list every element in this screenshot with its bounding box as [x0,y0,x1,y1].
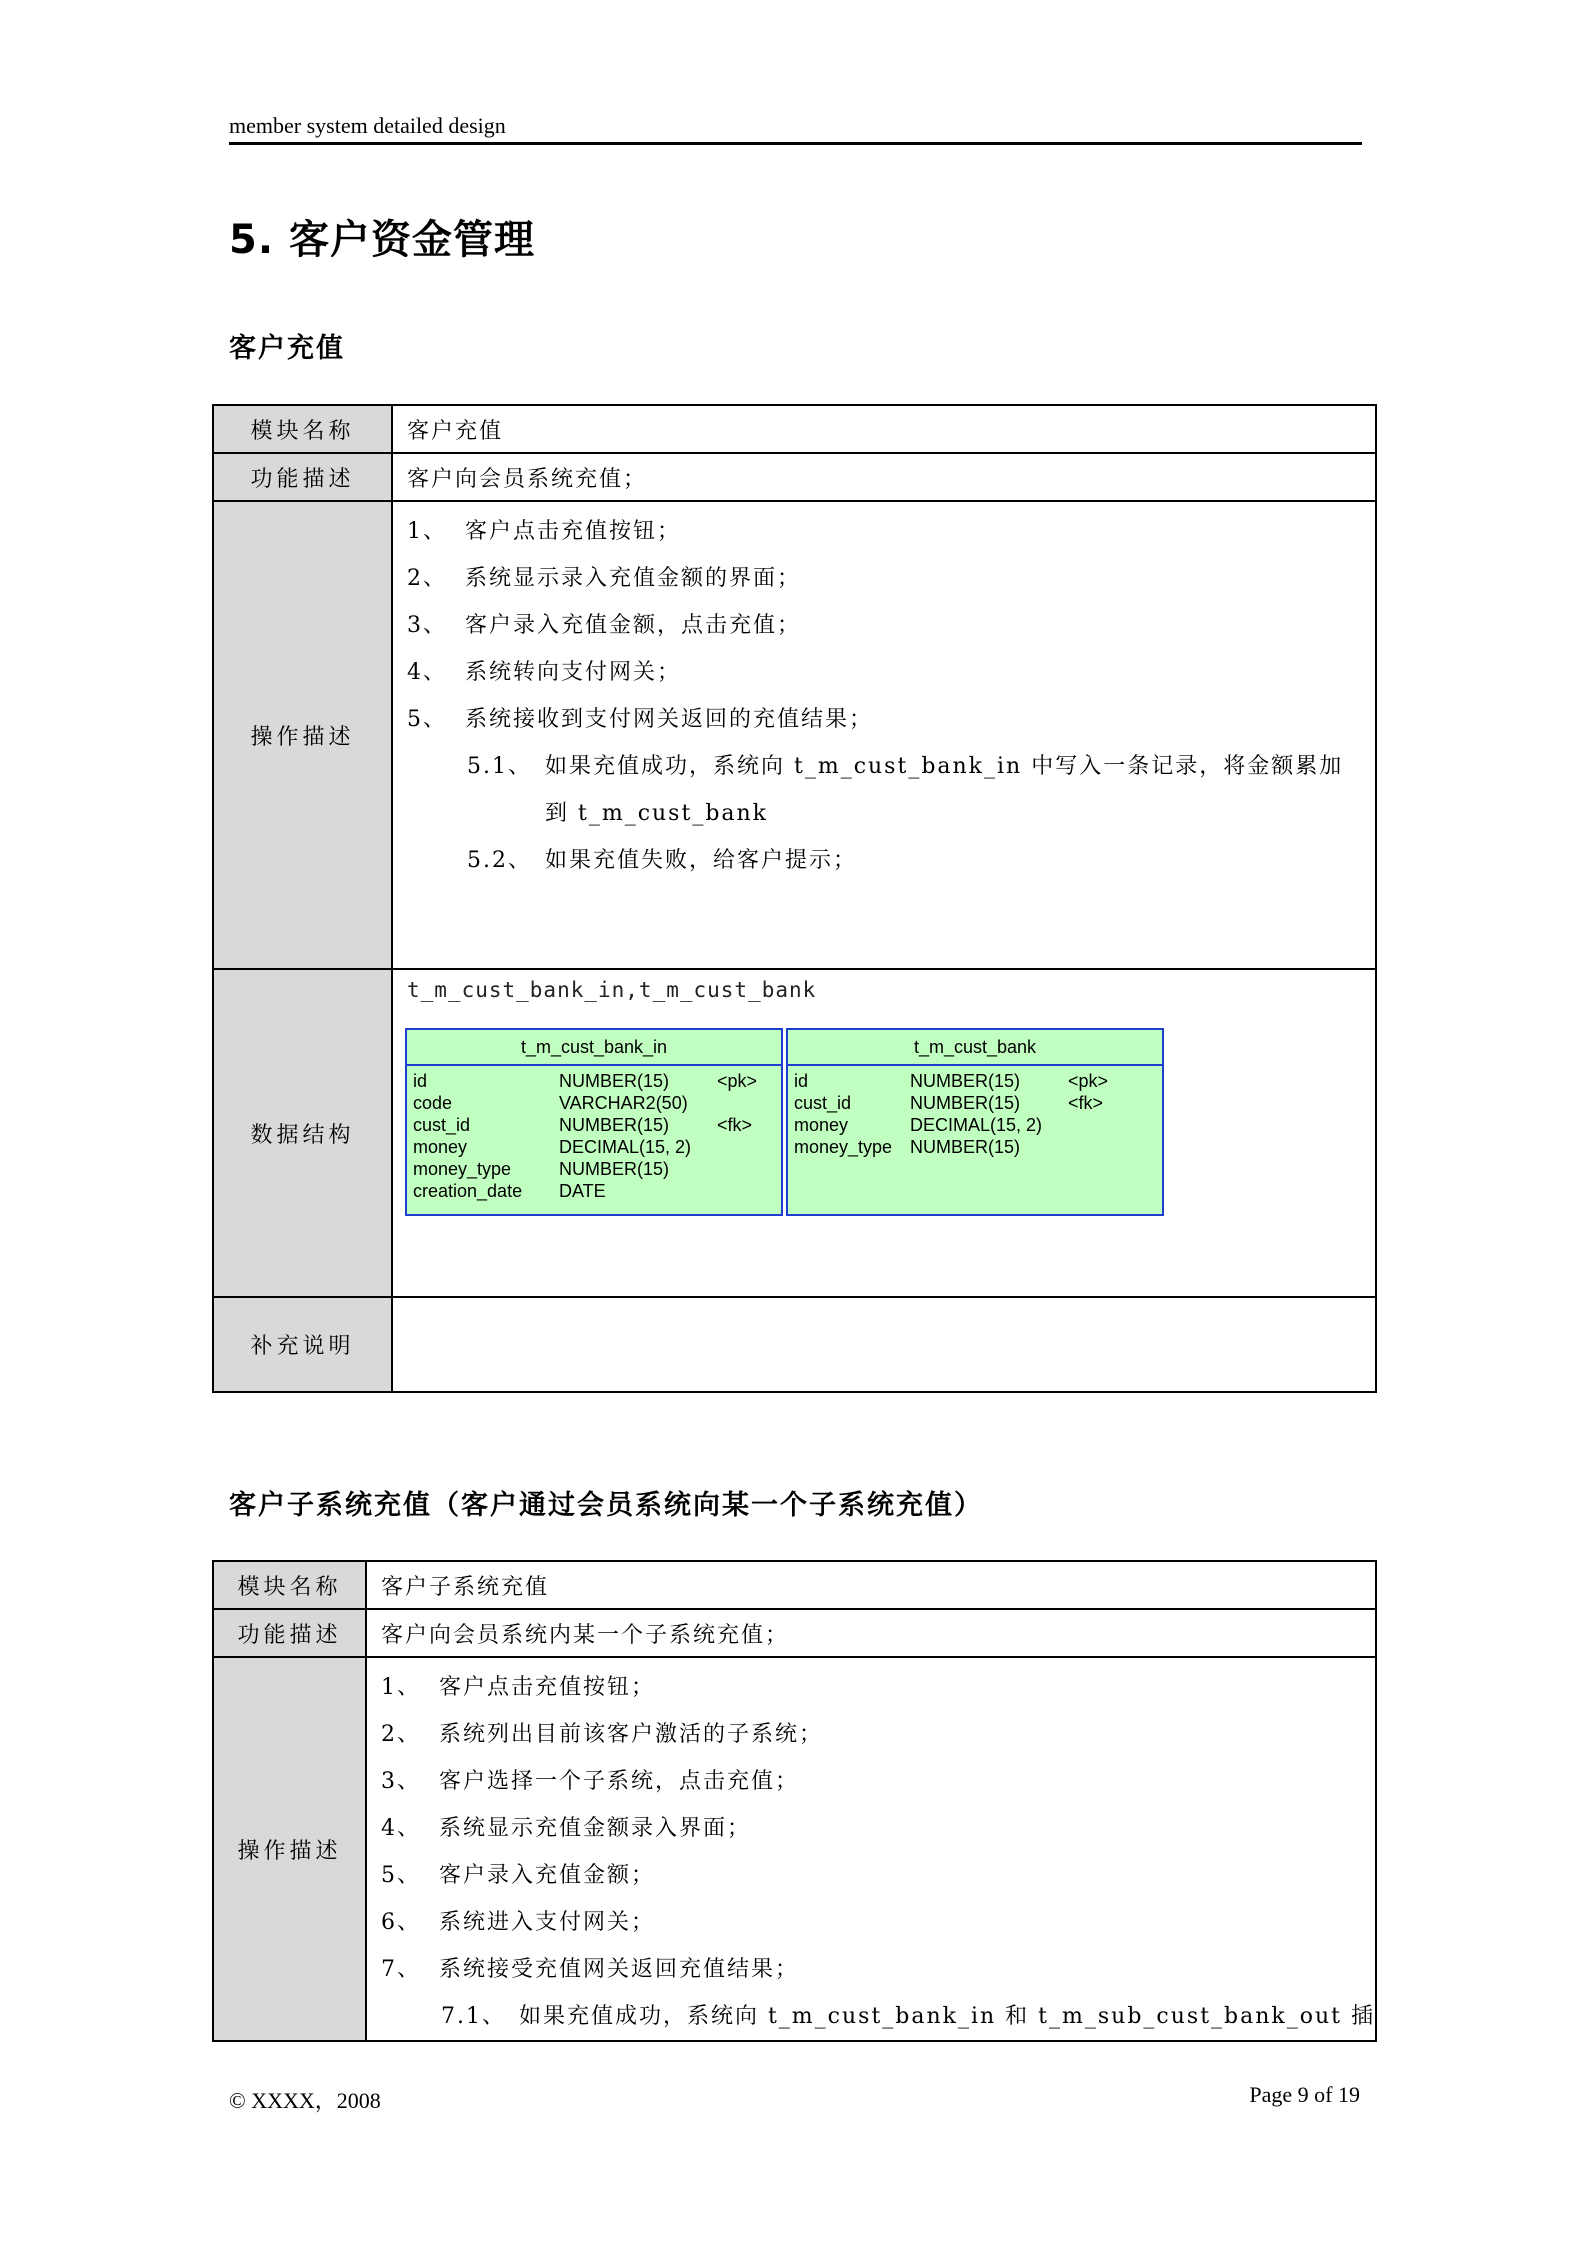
entity-column: cust_id NUMBER(15) <fk> [794,1093,1104,1113]
value-notes [392,1297,1376,1392]
entity-column: creation_date DATE [413,1181,606,1201]
value-module-name: 客户子系统充值 [366,1561,1376,1609]
op-substep-continued: 到 t_m_cust_bank [545,801,769,826]
row-operations [213,501,1376,969]
entity-t-m-cust-bank-in [405,1028,783,1216]
row-notes [213,1297,1376,1392]
entity-column: money DECIMAL(15, 2) [413,1137,692,1157]
entity-name: t_m_cust_bank [788,1030,1162,1066]
value-function-desc: 客户向会员系统内某一个子系统充值； [366,1609,1376,1657]
value-data-structure [392,969,1376,1297]
entity-t-m-cust-bank [786,1028,1164,1216]
op-substep: 5.2、 如果充值失败，给客户提示； [467,848,858,873]
op-step: 1、 客户点击充值按钮； [380,1675,655,1700]
label-function-desc: 功能描述 [213,1609,366,1657]
chapter-title: 5. 客户资金管理 [229,217,535,263]
op-step: 5、 系统接收到支付网关返回的充值结果； [407,707,874,732]
row-operations [213,1657,1376,2041]
entity-column: id NUMBER(15) <pk> [794,1071,1109,1091]
section-heading-recharge: 客户充值 [229,333,345,364]
op-step: 5、 客户录入充值金额； [380,1863,655,1888]
value-module-name: 客户充值 [392,405,1376,453]
entity-column: money_type NUMBER(15) [413,1159,670,1179]
entity-column: id NUMBER(15) <pk> [413,1071,758,1091]
footer-copyright: © XXXX，2008 [229,2088,381,2113]
value-function-desc: 客户向会员系统充值； [392,453,1376,501]
op-step: 2、 系统列出目前该客户激活的子系统； [380,1722,823,1747]
op-step: 4、 系统显示充值金额录入界面； [380,1816,751,1841]
spec-table-subsystem-recharge [212,1560,1377,2042]
label-notes: 补充说明 [213,1297,392,1392]
value-operations [366,1657,1376,2041]
op-step: 2、 系统显示录入充值金额的界面； [407,566,802,591]
op-step: 4、 系统转向支付网关； [407,660,682,685]
label-module-name: 模块名称 [213,405,392,453]
page-header-title: member system detailed design [229,113,506,138]
op-substep: 5.1、 如果充值成功，系统向 t_m_cust_bank_in 中写入一条记录，将金额累加 [467,754,1344,779]
label-operations: 操作描述 [213,1657,366,2041]
spec-table-recharge [212,404,1377,1393]
op-step: 3、 客户选择一个子系统，点击充值； [380,1769,799,1794]
op-substep: 7.1、 如果充值成功，系统向 t_m_cust_bank_in 和 t_m_sub_cust_bank_out 插 [440,2004,1375,2029]
label-data-structure: 数据结构 [213,969,392,1297]
label-operations: 操作描述 [213,501,392,969]
data-tables-list: t_m_cust_bank_in,t_m_cust_bank [407,978,817,1002]
row-data-structure [213,969,1376,1297]
value-operations [392,501,1376,969]
entity-column: money DECIMAL(15, 2) [794,1115,1043,1135]
entity-column: cust_id NUMBER(15) <fk> [413,1115,753,1135]
row-function-desc [213,1609,1376,1657]
op-step: 7、 系统接受充值网关返回充值结果； [380,1957,799,1982]
op-step: 1、 客户点击充值按钮； [407,519,682,544]
op-step: 3、 客户录入充值金额，点击充值； [407,613,802,638]
row-module-name [213,1561,1376,1609]
op-step: 6、 系统进入支付网关； [380,1910,655,1935]
label-module-name: 模块名称 [213,1561,366,1609]
footer-page-number: Page 9 of 19 [1249,2082,1360,2107]
label-function-desc: 功能描述 [213,453,392,501]
entity-column: money_type NUMBER(15) [794,1137,1021,1157]
entity-name: t_m_cust_bank_in [407,1030,781,1066]
section-heading-subsystem-recharge: 客户子系统充值（客户通过会员系统向某一个子系统充值） [229,1490,983,1521]
entity-column: code VARCHAR2(50) [413,1093,688,1113]
er-diagram [405,1028,1375,1216]
row-module-name [213,405,1376,453]
row-function-desc [213,453,1376,501]
header-divider [229,142,1362,145]
